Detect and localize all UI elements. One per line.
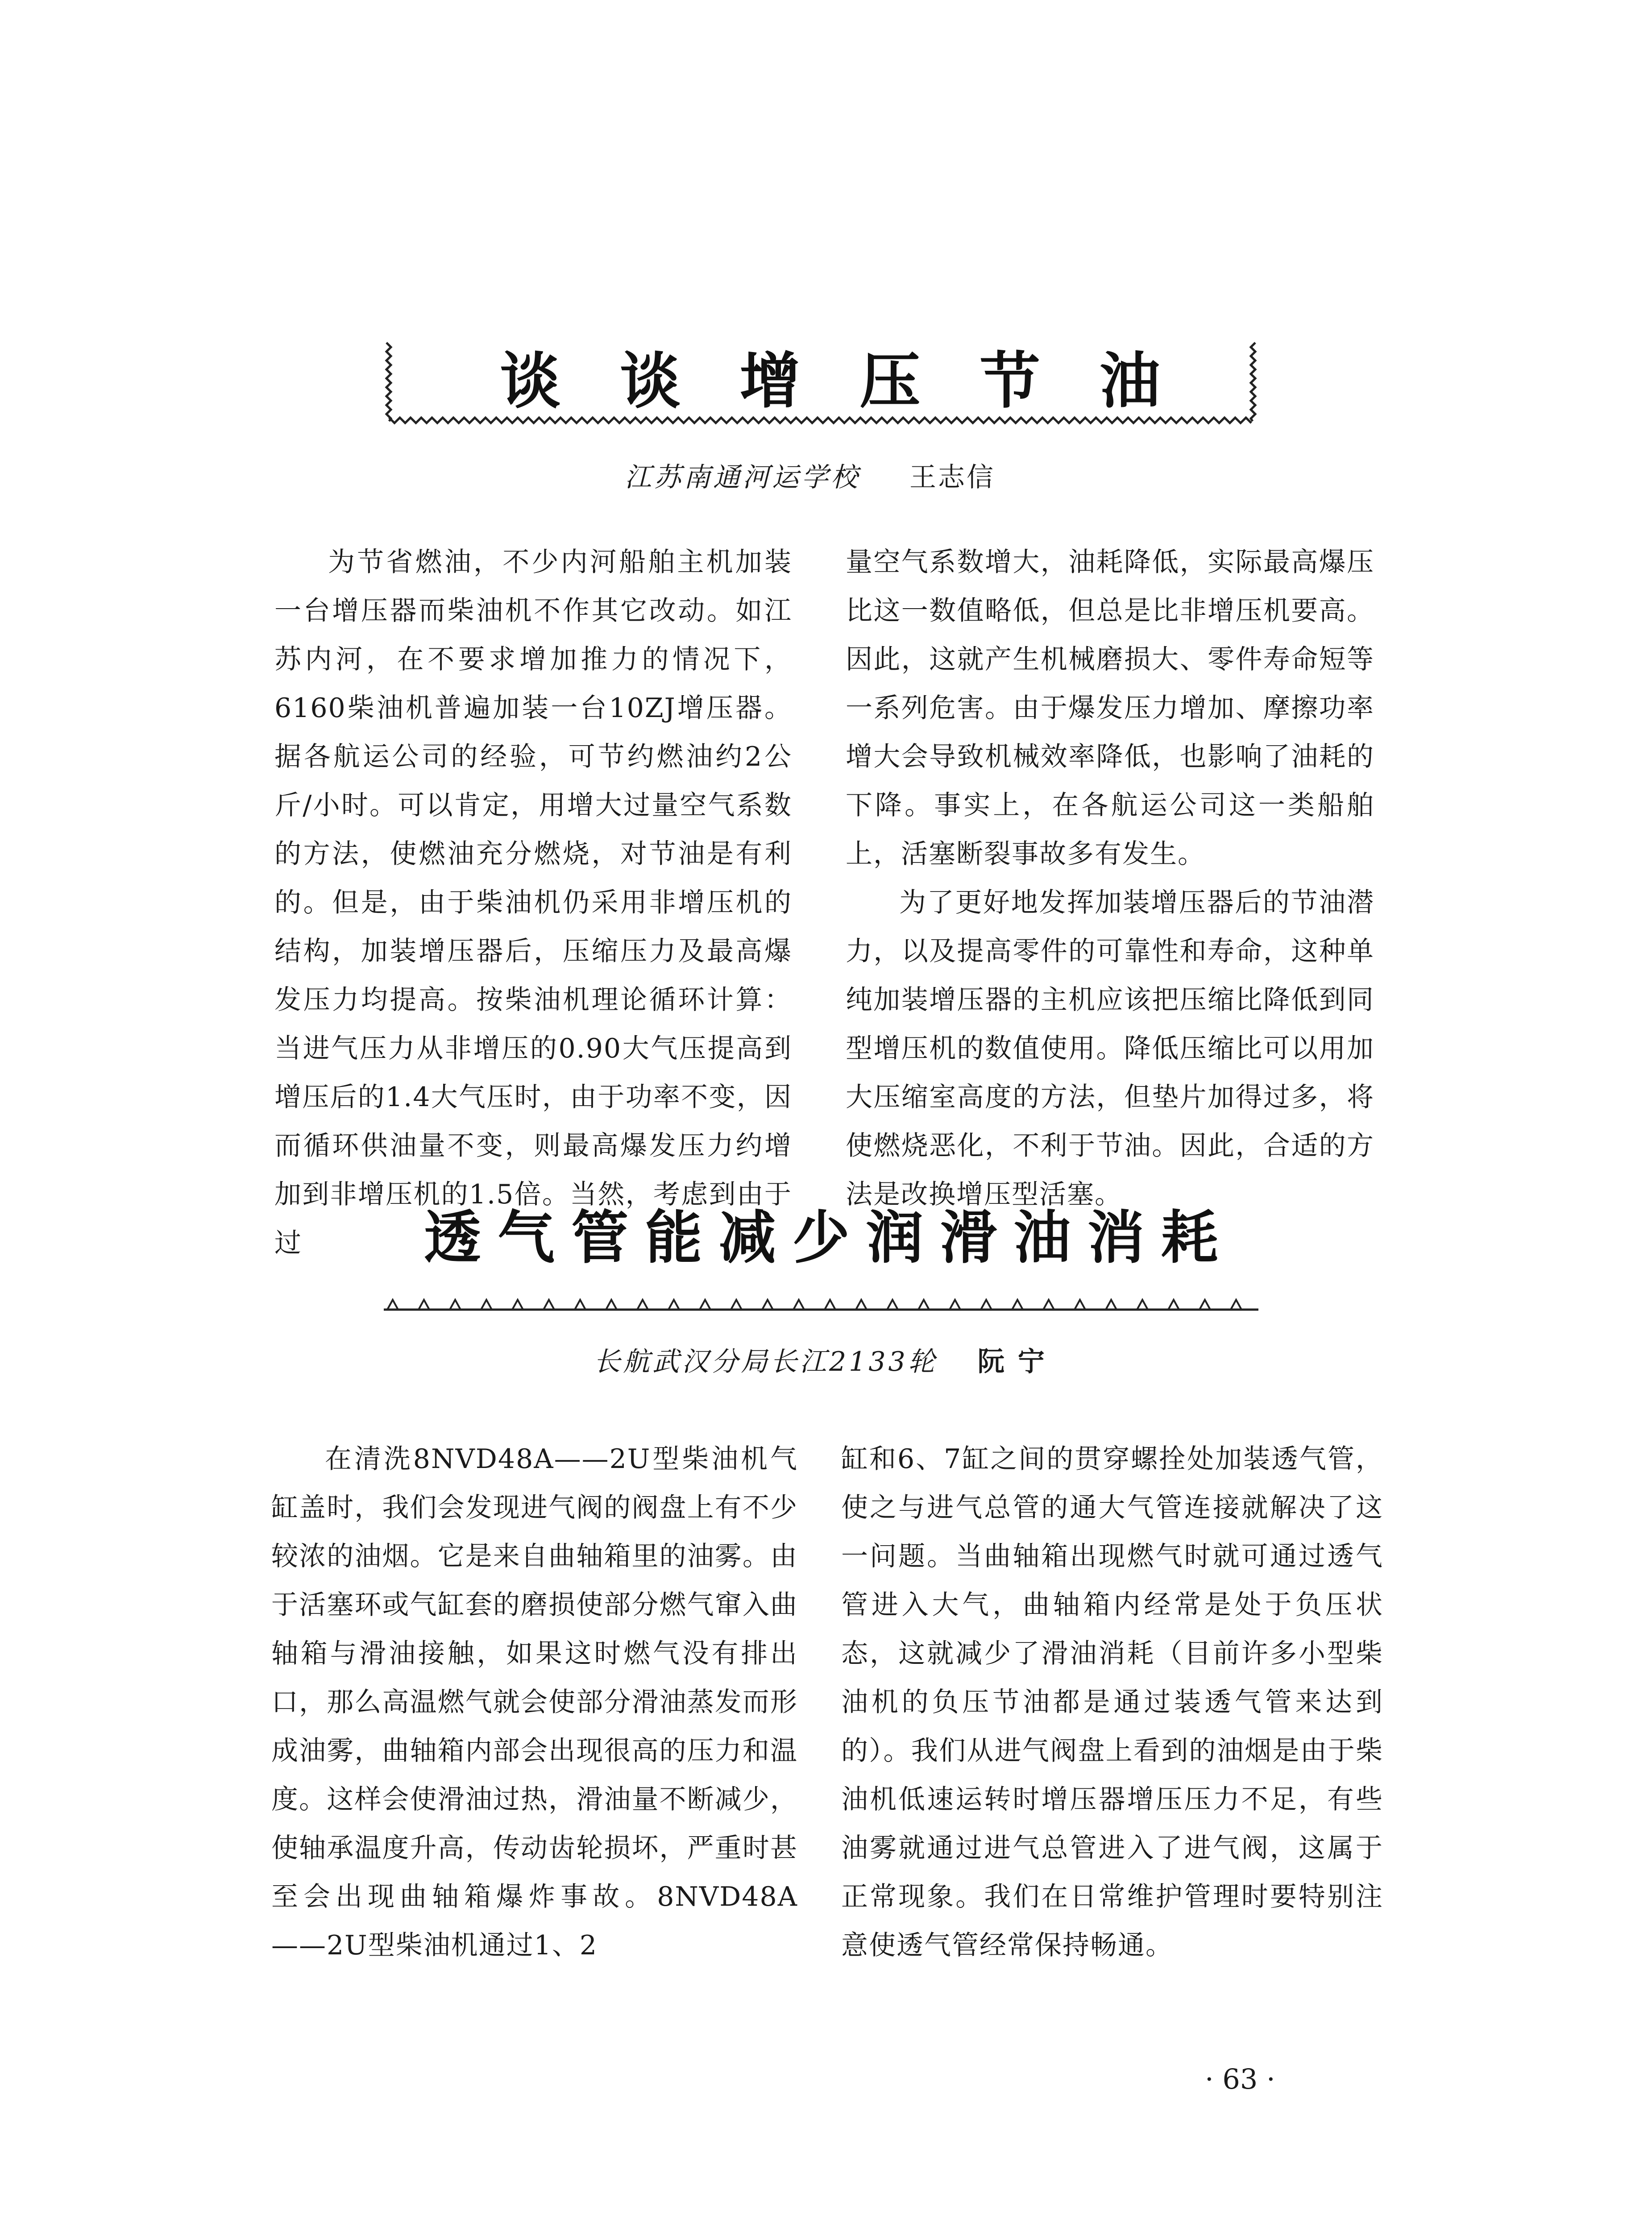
title-char: 透 — [424, 1205, 481, 1271]
paragraph: 在清洗8NVD48A——2U型柴油机气缸盖时，我们会发现进气阀的阀盘上有不少较浓的油烟。它是来自曲轴箱里的油雾。由于活塞环或气缸套的磨损使部分燃气窜入曲轴箱与滑油接触，如果这时燃气没有排出口，那么高温燃气就会使部分滑油蒸发而形成油雾，曲轴箱内部会出现很高的压力和温度。这样会使滑油过热，滑油量不断减少，使轴承温度升高，传动齿轮损坏，严重时甚至会出现曲轴箱爆炸事故。8NVD48A——2U型柴油机通过1、2 — [271, 1443, 798, 1961]
article1-byline — [625, 460, 995, 495]
title-char: 润 — [866, 1205, 924, 1271]
title-char: 能 — [645, 1205, 702, 1271]
title-char: 减 — [718, 1205, 776, 1271]
title-char: 谈 — [500, 346, 560, 417]
author-name: 王志信 — [909, 462, 995, 493]
title-char: 管 — [571, 1205, 629, 1271]
paragraph: 为了更好地发挥加装增压器后的节油潜力，以及提高零件的可靠性和寿命，这种单纯加装增压器的主机应该把压缩比降低到同型增压机的数值使用。降低压缩比可以用加大压缩室高度的方法，但垫片加得过多，将使燃烧恶化，不利于节油。因此，合适的方法是改换增压型活塞。 — [846, 887, 1374, 1210]
title-char: 节 — [980, 346, 1041, 417]
author-name: 阮宁 — [977, 1346, 1058, 1377]
article1-column-right — [846, 538, 1374, 1210]
paragraph: 缸和6、7缸之间的贯穿螺拴处加装透气管，使之与进气总管的通大气管连接就解决了这一问题。当曲轴箱出现燃气时就可通过透气管进入大气，曲轴箱内经常是处于负压状态，这就减少了滑油消耗（目前许多小型柴油机的负压节油都是通过装透气管来达到的）。我们从进气阀盘上看到的油烟是由于柴油机低速运转时增压器增压压力不足，有些油雾就通过进气总管进入了进气阀，这属于正常现象。我们在日常维护管理时要特别注意使透气管经常保持畅通。 — [841, 1443, 1383, 1961]
author-organization: 长航武汉分局长江2133轮 — [594, 1346, 938, 1377]
title-char: 少 — [792, 1205, 850, 1271]
title-char: 气 — [498, 1205, 555, 1271]
title-char: 消 — [1087, 1205, 1145, 1271]
article2-byline — [594, 1344, 1058, 1380]
title-char: 耗 — [1161, 1205, 1218, 1271]
title-char: 油 — [1099, 346, 1160, 417]
page-number: · 63 · — [1205, 2063, 1275, 2095]
title-char: 滑 — [940, 1205, 997, 1271]
article2-column-left — [271, 1435, 798, 1997]
article2-column-right — [841, 1435, 1383, 1997]
article2-title — [424, 1200, 1218, 1276]
article1-column-left — [274, 538, 792, 1259]
title-char: 压 — [859, 346, 921, 417]
paragraph: 为节省燃油，不少内河船舶主机加装一台增压器而柴油机不作其它改动。如江苏内河，在不要求增加推力的情况下，6160柴油机普遍加装一台10ZJ增压器。据各航运公司的经验，可节约燃油约2公斤/小时。可以肯定，用增大过量空气系数的方法，使燃油充分燃烧，对节油是有利的。但是，由于柴油机仍采用非增压机的结构，加装增压器后，压缩压力及最高爆发压力均提高。按柴油机理论循环计算：当进气压力从非增压的0.90大气压提高到增压后的1.4大气压时，由于功率不变，因而循环供油量不变，则最高爆发压力约增加到非增压机的1.5倍。当然，考虑到由于过 — [274, 547, 792, 1259]
title-char: 增 — [739, 346, 801, 417]
title-char: 油 — [1013, 1205, 1071, 1271]
paragraph: 量空气系数增大，油耗降低，实际最高爆压比这一数值略低，但总是比非增压机要高。因此，这就产生机械磨损大、零件寿命短等一系列危害。由于爆发压力增加、摩擦功率增大会导致机械效率降低，也影响了油耗的下降。事实上，在各航运公司这一类船舶上，活塞断裂事故多有发生。 — [846, 547, 1374, 870]
decorative-rule-icon — [384, 1296, 1258, 1314]
article1-title — [500, 344, 1160, 419]
title-char: 谈 — [619, 346, 681, 417]
author-organization: 江苏南通河运学校 — [625, 462, 860, 493]
